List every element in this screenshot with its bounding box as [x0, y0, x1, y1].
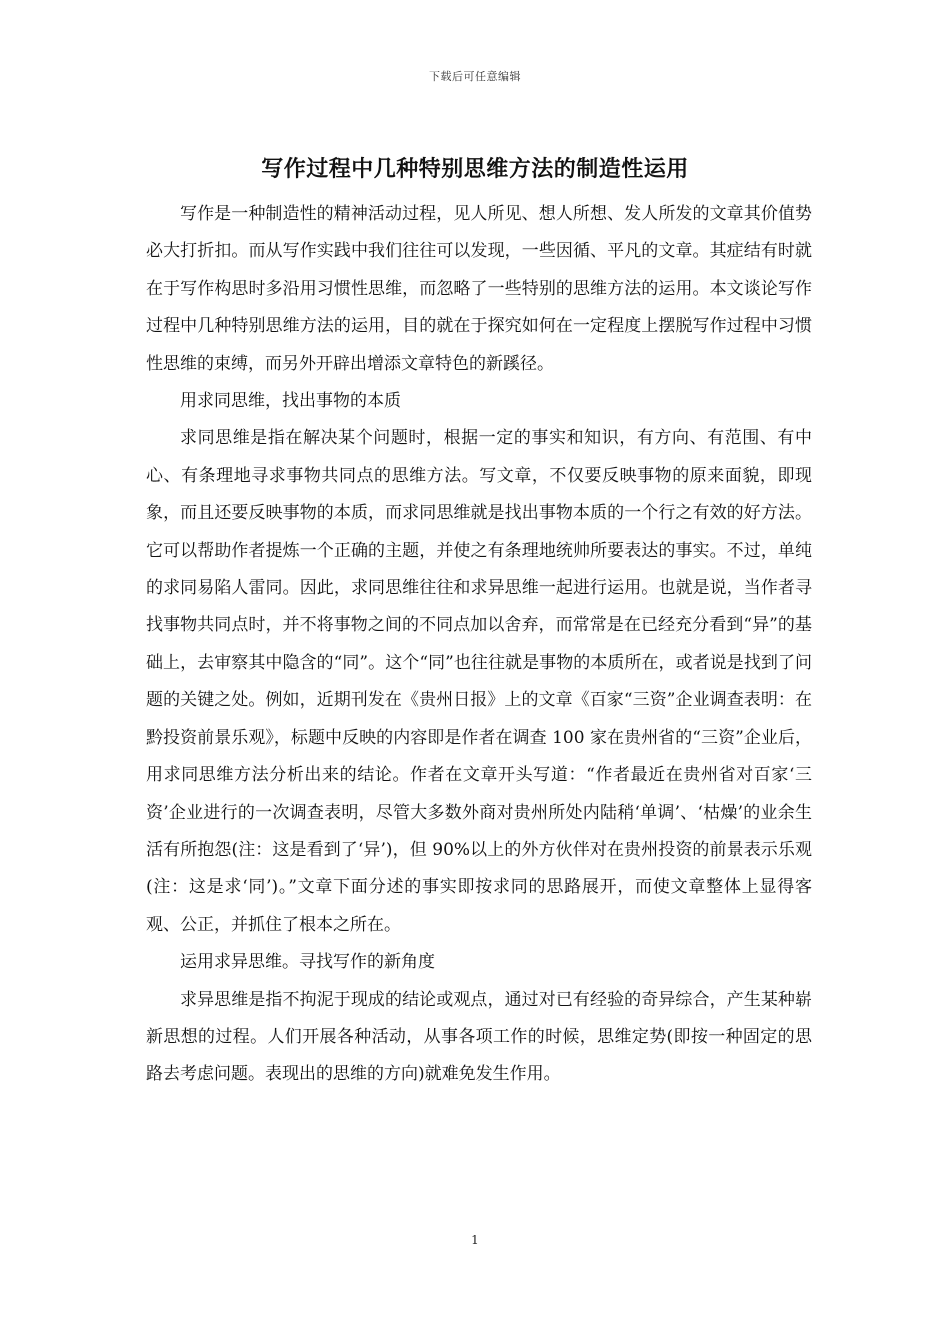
header-note: 下载后可任意编辑: [429, 70, 521, 83]
page-number: 1: [471, 1233, 479, 1247]
paragraph-convergent-thinking: 求同思维是指在解决某个问题时，根据一定的事实和知识，有方向、有范围、有中心、有条理地寻求事物共同点的思维方法。写文章，不仅要反映事物的原来面貌，即现象，而且还要反映事物的本质，而求同思维就是找出事物本质的一个行之有效的好方法。它可以帮助作者提炼一个正确的主题，并使之有条理地统帅所要表达的事实。不过，单纯的求同易陷人雷同。因此，求同思维往往和求异思维一起进行运用。也就是说，当作者寻找事物共同点时，并不将事物之间的不同点加以舍弃，而常常是在已经充分看到“异”的基础上，去审察其中隐含的“同”。这个“同”也往往就是事物的本质所在，或者说是找到了问题的关键之处。例如，近期刊发在《贵州日报》上的文章《百家“三资”企业调查表明：在黔投资前景乐观》，标题中反映的内容即是作者在调查 100 家在贵州省的“三资”企业后，用求同思维方法分析出来的结论。作者在文章开头写道：“作者最近在贵州省对百家‘三资’企业进行的一次调查表明，尽管大多数外商对贵州所处内陆稍‘单调’、‘枯燥’的业余生活有所抱怨(注：这是看到了‘异’)，但 90%以上的外方伙伴对在贵州投资的前景表示乐观(注：这是求‘同’)。”文章下面分述的事实即按求同的思路展开，而使文章整体上显得客观、公正，并抓住了根本之所在。: [146, 428, 812, 935]
section-heading-convergent-thinking: 用求同思维，找出事物的本质: [180, 391, 401, 412]
section-heading-divergent-thinking: 运用求异思维。寻找写作的新角度: [180, 952, 435, 973]
document-title: 写作过程中几种特别思维方法的制造性运用: [261, 157, 689, 182]
paragraph-intro: 写作是一种制造性的精神活动过程，见人所见、想人所想、发人所发的文章其价值势必大打折扣。而从写作实践中我们往往可以发现，一些因循、平凡的文章。其症结有时就在于写作构思时多沿用习惯性思维，而忽略了一些特别的思维方法的运用。本文谈论写作过程中几种特别思维方法的运用，目的就在于探究如何在一定程度上摆脱写作过程中习惯性思维的束缚，而另外开辟出增添文章特色的新蹊径。: [146, 204, 812, 374]
paragraph-divergent-thinking: 求异思维是指不拘泥于现成的结论或观点，通过对已有经验的奇异综合，产生某种崭新思想的过程。人们开展各种活动，从事各项工作的时候，思维定势(即按一种固定的思路去考虑问题。表现出的思维的方向)就难免发生作用。: [146, 989, 812, 1085]
document-body: [146, 196, 812, 1094]
